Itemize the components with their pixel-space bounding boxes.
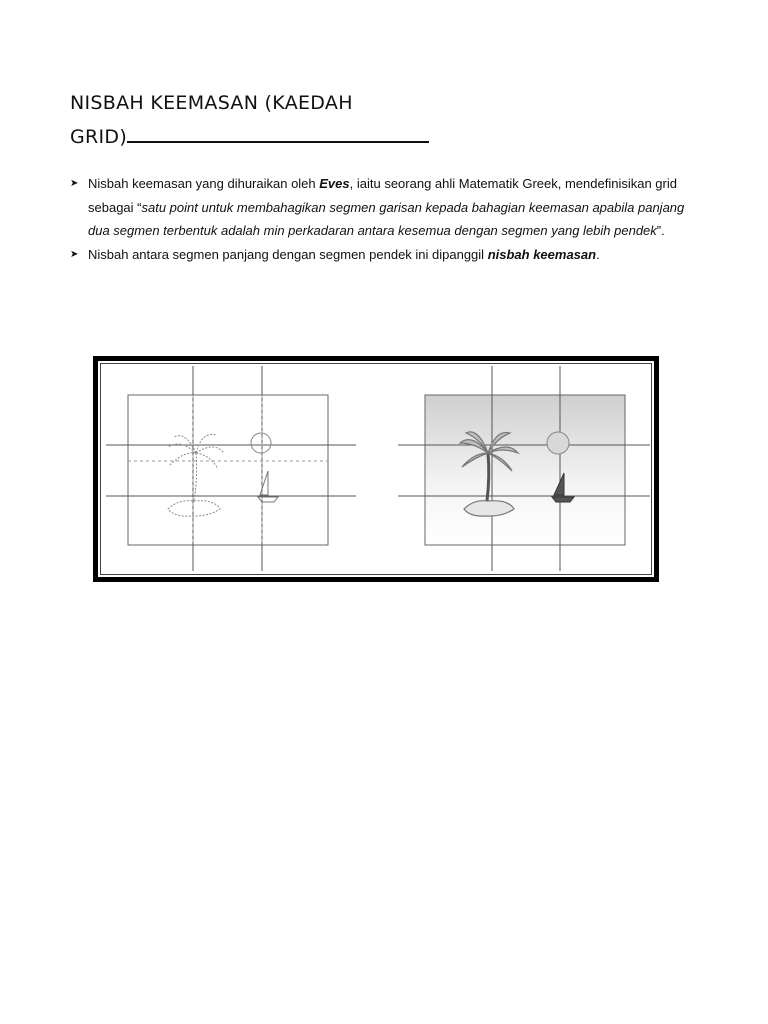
right-grid-panel [398, 366, 650, 571]
golden-ratio-grid-figure [93, 356, 659, 582]
bullet-2-term: nisbah keemasan [487, 246, 597, 262]
title-underline [127, 121, 429, 143]
bullet-1-term: Eves [319, 176, 350, 191]
sun-shaded [547, 432, 569, 454]
left-grid-panel [106, 366, 356, 571]
bullet-item-2 [70, 243, 690, 267]
title-line-2-wrap [70, 120, 429, 154]
arrow-bullet-icon: ➤ [70, 248, 79, 260]
bullet-list [70, 172, 690, 266]
bullet-item-1 [70, 172, 690, 243]
document-title [70, 86, 429, 154]
bullet-2-text-pre: Nisbah antara segmen panjang dengan segmen pendek ini dipanggil [88, 246, 488, 262]
title-line-2: GRID) [70, 126, 128, 148]
bullet-1-quote: satu point untuk membahagikan segmen garisan kepada bahagian keemasan apabila panjang dua segmen terbentuk adalah min perkadaran antara kesemua dengan segmen yang lebih pendek [88, 199, 685, 238]
arrow-bullet-icon: ➤ [70, 178, 79, 189]
bullet-2-text-post: . [596, 246, 600, 262]
bullet-1-text-post: ”. [656, 223, 665, 238]
bullet-1-text-mid: , iaitu seorang ahli Matematik Greek, mendefinisikan grid sebagai “ [88, 176, 677, 215]
title-line-1: NISBAH KEEMASAN (KAEDAH [70, 92, 353, 114]
grid-illustration [98, 361, 654, 577]
bullet-1-text-pre: Nisbah keemasan yang dihuraikan oleh [88, 176, 320, 191]
